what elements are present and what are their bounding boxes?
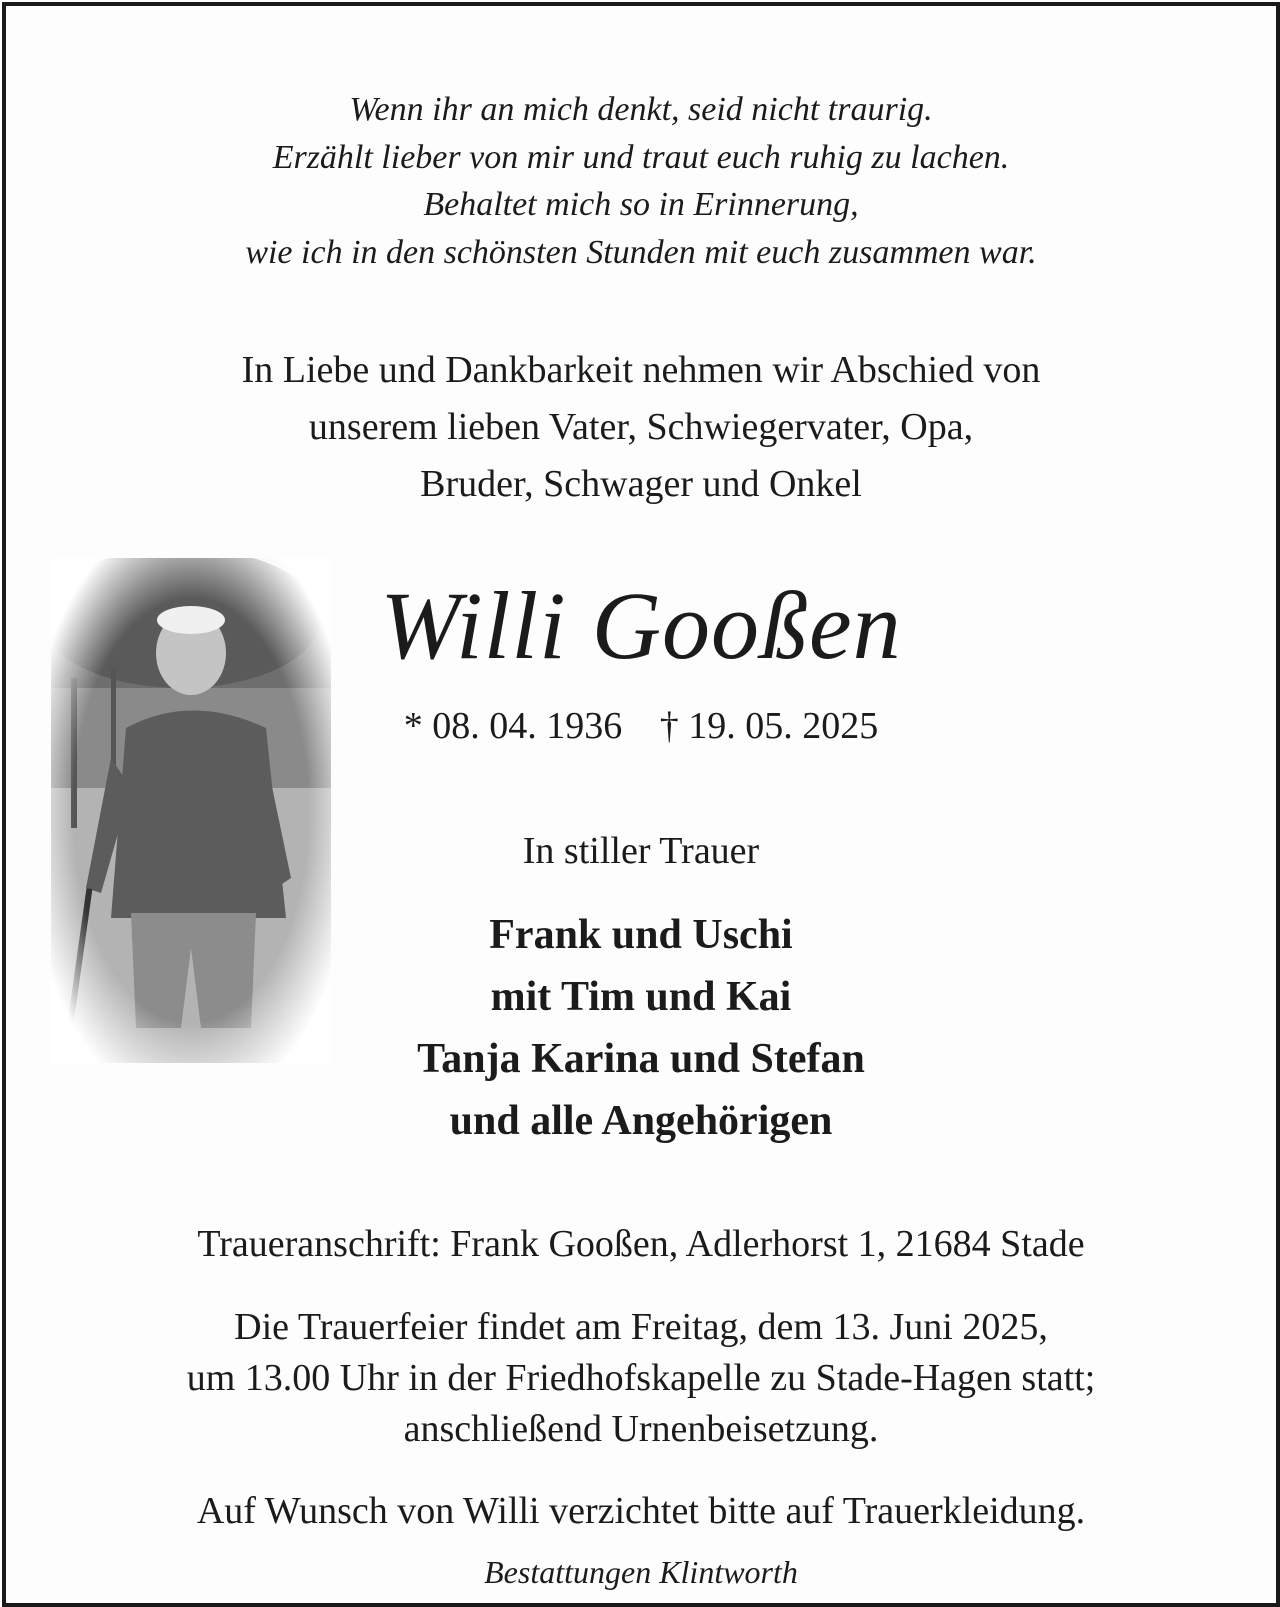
deceased-name: Willi Gooßen xyxy=(380,572,902,679)
dress-wish: Auf Wunsch von Willi verzichtet bitte auf Trauerkleidung. xyxy=(196,1490,1086,1532)
service-line: anschließend Urnenbeisetzung. xyxy=(403,1408,879,1450)
funeral-service-info xyxy=(6,1302,1276,1455)
mourning-address: Traueranschrift: Frank Gooßen, Adlerhorst 1, 21684 Stade xyxy=(197,1223,1085,1265)
mourning-heading: In stiller Trauer xyxy=(522,830,760,872)
obituary-frame xyxy=(2,2,1280,1607)
intro-line: In Liebe und Dankbarkeit nehmen wir Abschied von xyxy=(241,349,1041,391)
mourner-line: und alle Angehörigen xyxy=(449,1098,833,1144)
poem-line: Wenn ihr an mich denkt, seid nicht traurig. xyxy=(349,91,933,128)
death-date: † 19. 05. 2025 xyxy=(659,705,879,747)
mourners-list xyxy=(336,904,946,1152)
mourner-line: Frank und Uschi xyxy=(489,912,793,958)
portrait-photo xyxy=(51,558,331,1063)
service-line: um 13.00 Uhr in der Friedhofskapelle zu Stade-Hagen statt; xyxy=(186,1357,1096,1399)
poem-line: Behaltet mich so in Erinnerung, xyxy=(423,186,859,223)
mourner-line: mit Tim und Kai xyxy=(490,974,792,1020)
poem xyxy=(6,86,1276,276)
mourner-line: Tanja Karina und Stefan xyxy=(417,1036,865,1082)
farewell-intro xyxy=(6,342,1276,513)
poem-line: wie ich in den schönsten Stunden mit euch zusammen war. xyxy=(245,233,1037,271)
life-dates xyxy=(336,701,946,751)
intro-line: Bruder, Schwager und Onkel xyxy=(420,463,862,505)
poem-line: Erzählt lieber von mir und traut euch ruhig zu lachen. xyxy=(272,138,1010,176)
undertaker-name: Bestattungen Klintworth xyxy=(484,1554,798,1590)
birth-date: * 08. 04. 1936 xyxy=(403,705,623,747)
service-line: Die Trauerfeier findet am Freitag, dem 13. Juni 2025, xyxy=(234,1306,1048,1348)
intro-line: unserem lieben Vater, Schwiegervater, Opa, xyxy=(308,406,974,448)
